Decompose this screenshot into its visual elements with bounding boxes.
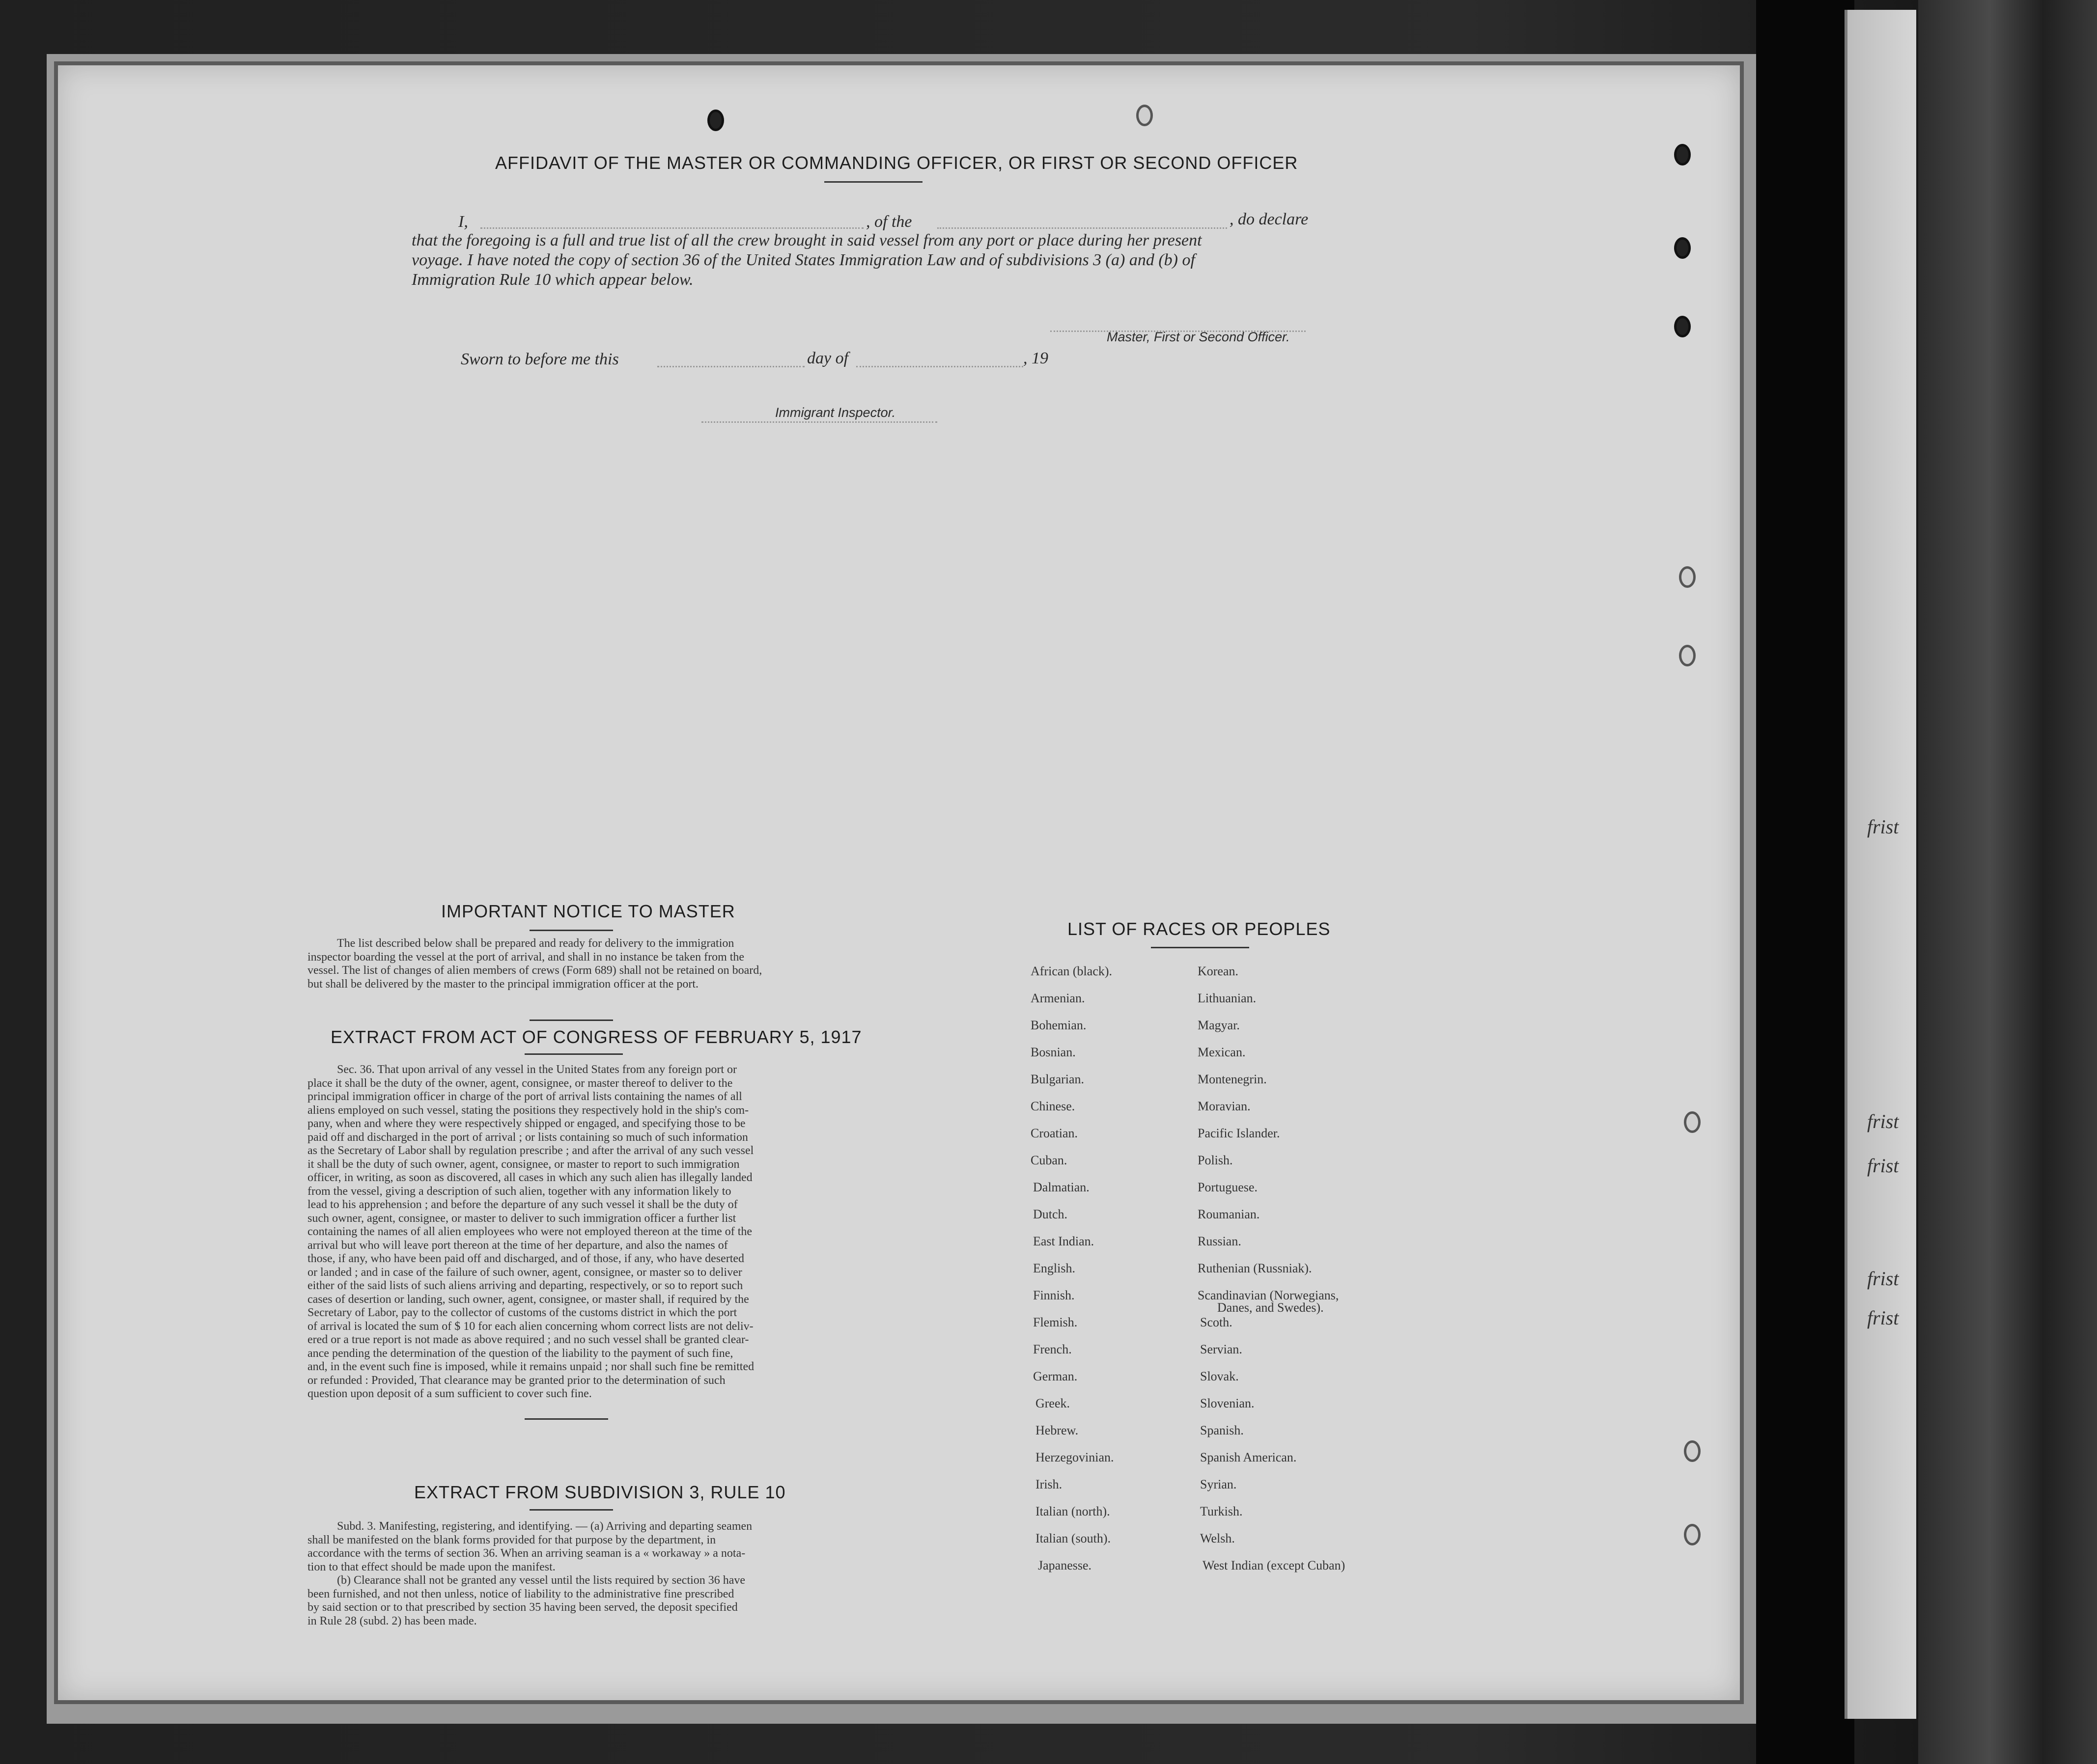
act-line: either of the said lists of such aliens arriving and departing, respectively, or so to report such [308,1279,743,1292]
inspector-signature-blank [701,421,937,423]
race-item: Korean. [1198,964,1239,978]
rule-line: shall be manifested on the blank forms provided for that purpose by the department, in [308,1533,716,1546]
race-item: East Indian. [1033,1234,1094,1248]
rule-line: tion to that effect should be made upon the manifest. [308,1560,556,1573]
race-item: Polish. [1198,1153,1233,1167]
affidavit-body-line: that the foregoing is a full and true list of all the crew brought in said vessel from any port or place during her present [412,231,1202,249]
race-item: Flemish. [1033,1315,1078,1329]
race-item: Slovenian. [1200,1396,1255,1410]
act-line: question upon deposit of a sum sufficient to cover such fine. [308,1387,592,1400]
race-item: Armenian. [1031,991,1085,1005]
notice-title: IMPORTANT NOTICE TO MASTER [441,901,735,921]
act-rule [525,1053,623,1055]
act-line: aliens employed on such vessel, stating the positions they respectively hold in the ship's com- [308,1103,749,1117]
race-item: French. [1033,1342,1072,1356]
race-item: Scoth. [1200,1315,1232,1329]
act-line: ered or a true report is not made as above required ; and no such vessel shall be granted clear- [308,1333,749,1346]
margin-note: frist [1867,1110,1899,1132]
month-blank [856,366,1023,367]
act-line: as the Secretary of Labor shall by regulation prescribe ; and after the arrival of any such vessel [308,1144,754,1157]
punch-hole-icon [1679,566,1696,588]
day-blank [657,366,805,367]
act-line: of arrival is located the sum of $ 10 for each alien concerning whom correct lists are not deliv- [308,1320,754,1333]
sworn-label: Sworn to before me this [461,350,619,368]
act-text [308,1063,926,1401]
act-line: such owner, agent, consignee, or master to deliver to such immigration officer a further list [308,1212,736,1225]
race-item: Danes, and Swedes). [1217,1300,1324,1315]
race-item: Russian. [1198,1234,1241,1248]
act-line: from the vessel, giving a description of such alien, together with any information likely to [308,1185,731,1198]
act-line: those, if any, who have been paid off and discharged, and of those, if any, who have deserted [308,1252,745,1265]
rule-title: EXTRACT FROM SUBDIVISION 3, RULE 10 [414,1482,786,1502]
race-item: Ruthenian (Russniak). [1198,1261,1312,1275]
act-line: lead to his apprehension ; and before the departure of any such vessel it shall be the duty of [308,1198,738,1211]
race-item: Pacific Islander. [1198,1126,1280,1140]
punch-hole-icon [1684,1440,1701,1462]
punch-hole-icon [707,110,724,131]
punch-hole-icon [1679,645,1696,666]
races-rule [1151,947,1249,948]
binding-spine [1756,0,1854,1764]
affidavit-body-line: Immigration Rule 10 which appear below. [412,271,694,289]
year-label: , 19 [1023,349,1048,367]
race-item: Roumanian. [1198,1207,1260,1221]
race-item: Bulgarian. [1031,1072,1085,1086]
race-item: Mexican. [1198,1045,1246,1059]
race-item: Welsh. [1200,1531,1235,1545]
act-line: Secretary of Labor, pay to the collector of customs of the customs district in which the port [308,1306,737,1319]
race-item: Servian. [1200,1342,1242,1356]
race-item: Montenegrin. [1198,1072,1267,1086]
act-line: and, in the event such fine is imposed, while it remains unpaid ; nor shall such fine be remitted [308,1360,755,1373]
master-signature-label: Master, First or Second Officer. [1107,330,1290,344]
race-item: Syrian. [1200,1477,1237,1491]
act-line: pany, when and where they were respectively shipped or engaged, and specifying those to be [308,1117,746,1130]
margin-note: frist [1867,816,1899,838]
race-item: Bohemian. [1031,1018,1087,1032]
race-item: Slovak. [1200,1369,1239,1383]
race-item: Italian (north). [1035,1504,1110,1518]
race-item: Portuguese. [1198,1180,1258,1194]
notice-rule [530,930,613,931]
race-item: Irish. [1035,1477,1062,1491]
notice-line: inspector boarding the vessel at the port of arrival, and shall in no instance be taken from the [308,950,745,964]
day-of-label: day of [807,349,849,367]
race-item: Dutch. [1033,1207,1068,1221]
race-item: Magyar. [1198,1018,1240,1032]
notice-line: vessel. The list of changes of alien members of crews (Form 689) shall not be retained on board, [308,964,762,977]
rule-line: accordance with the terms of section 36. When an arriving seaman is a « workaway » a nota- [308,1547,746,1560]
punch-hole-icon [1684,1524,1701,1545]
race-item: Hebrew. [1035,1423,1079,1437]
act-line: containing the names of all alien employees who were not employed thereon at the time of the [308,1225,753,1238]
race-item: German. [1033,1369,1078,1383]
race-item: Spanish. [1200,1423,1244,1437]
act-line: Sec. 36. That upon arrival of any vessel in the United States from any foreign port or [337,1063,737,1076]
punch-hole-icon [1674,316,1691,337]
race-item: English. [1033,1261,1075,1275]
race-item: Chinese. [1031,1099,1075,1113]
manifest-page [54,61,1744,1704]
rule-line: Subd. 3. Manifesting, registering, and identifying. — (a) Arriving and departing seamen [337,1520,753,1533]
act-line: officer, in writing, as soon as discovered, all cases in which any such alien has illegally landed [308,1171,753,1184]
race-item: Herzegovinian. [1035,1450,1114,1464]
punch-hole-icon [1674,144,1691,165]
rule-rule [530,1509,613,1511]
act-line: paid off and discharged in the port of arrival ; or lists containing so much of such information [308,1130,748,1144]
act-line: or landed ; and in case of the failure of such owner, agent, consignee, or master so to deliver [308,1266,742,1279]
race-item: Lithuanian. [1198,991,1257,1005]
margin-note: frist [1867,1307,1899,1329]
act-line: ance pending the determination of the question of the liability to the payment of such fine, [308,1347,733,1360]
adjacent-page-edge [1845,10,1916,1719]
name-blank [480,227,864,229]
race-item: African (black). [1031,964,1113,978]
act-line: cases of desertion or landing, such owner, agent, consignee, or master shall, if required by the [308,1293,749,1306]
race-item: Bosnian. [1031,1045,1076,1059]
punch-hole-icon [1136,105,1153,126]
act-line: principal immigration officer in charge of the port of arrival lists containing the names of all [308,1090,742,1103]
race-item: Cuban. [1031,1153,1067,1167]
margin-note: frist [1867,1268,1899,1290]
race-item: Dalmatian. [1033,1180,1090,1194]
race-item: West Indian (except Cuban) [1202,1558,1345,1572]
punch-hole-icon [1684,1111,1701,1133]
race-item: Turkish. [1200,1504,1243,1518]
rule-line: by said section or to that prescribed by section 35 having been served, the deposit specified [308,1601,738,1614]
affidavit-of-the-label: , of the [866,213,912,231]
act-rule [525,1418,608,1420]
race-item: Croatian. [1031,1126,1078,1140]
affidavit-do-declare-label: , do declare [1230,210,1309,228]
act-title: EXTRACT FROM ACT OF CONGRESS OF FEBRUARY 5, 1917 [331,1027,862,1047]
affidavit-body-line: voyage. I have noted the copy of section 36 of the United States Immigration Law and of subdivisions 3 (a) and (b) of [412,251,1195,269]
race-item: Scandinavian (Norwegians, [1198,1288,1339,1302]
act-line: it shall be the duty of such owner, agent, consignee, or master to report to such immigration [308,1158,740,1171]
book-cover-edge [1918,0,2097,1764]
affidavit-i-label: I, [458,213,468,231]
rule-text [308,1520,926,1628]
vessel-blank [937,227,1227,229]
race-item: Italian (south). [1035,1531,1111,1545]
act-line: or refunded : Provided, That clearance may be granted prior to the determination of such [308,1374,726,1387]
rule-line: in Rule 28 (subd. 2) has been made. [308,1614,477,1627]
title-rule [824,181,923,183]
inspector-label: Immigrant Inspector. [775,405,896,420]
margin-note: frist [1867,1155,1899,1177]
race-item: Finnish. [1033,1288,1075,1302]
affidavit-title: AFFIDAVIT OF THE MASTER OR COMMANDING OFFICER, OR FIRST OR SECOND OFFICER [495,153,1298,173]
notice-line: but shall be delivered by the master to the principal immigration officer at the port. [308,977,699,991]
notice-text [308,937,926,991]
punch-hole-icon [1674,237,1691,259]
act-line: arrival but who will leave port thereon at the time of her departure, and also the names of [308,1239,728,1252]
race-item: Spanish American. [1200,1450,1297,1464]
notice-line: The list described below shall be prepared and ready for delivery to the immigration [337,937,734,950]
rule-line: (b) Clearance shall not be granted any vessel until the lists required by section 36 have [337,1574,746,1587]
race-item: Japanesse. [1038,1558,1092,1572]
race-item: Moravian. [1198,1099,1251,1113]
rule-line: been furnished, and not then unless, notice of liability to the administrative fine prescribed [308,1587,734,1600]
races-title: LIST OF RACES OR PEOPLES [1067,919,1331,939]
notice-rule [530,1020,613,1021]
race-item: Greek. [1035,1396,1070,1410]
act-line: place it shall be the duty of the owner, agent, consignee, or master thereof to deliver to the [308,1076,733,1090]
